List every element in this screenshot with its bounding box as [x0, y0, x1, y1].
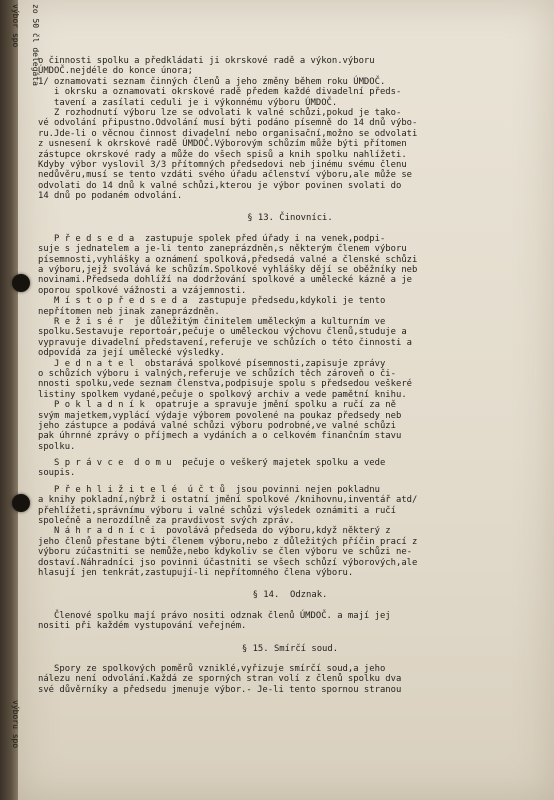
text-line: nedůvěru,musí se tento vzdáti svého úřadu ačlenství výboru,ale může se	[38, 170, 413, 181]
text-line: hlasují jen tenkrát,zastupují-li nepřítomného člena výboru.	[38, 567, 354, 578]
margin-note-outer: výbor spo	[11, 4, 20, 48]
margin-note-bottom: výboru spo	[11, 700, 20, 749]
text-line: tavení a zasílati ceduli je i výkonnému výboru ÚMDOČ.	[38, 97, 338, 108]
text-line: suje s jednatelem a je-li tento zaneprázdněn,s některým členem výboru	[38, 244, 407, 255]
text-line: nálezu není odvolání.Každá ze sporných stran volí z členů spolku dva	[38, 674, 402, 685]
text-line: R e ž i s é r je důležitým činitelem uměleckým a kulturním ve	[38, 316, 386, 327]
section-13-heading: § 13. Činovníci.	[247, 213, 333, 224]
text-line: Spory ze spolkových poměrů vzniklé,vyřizuje smírčí soud,a jeho	[38, 663, 386, 674]
text-line: novinami.Předseda dohlíží na dodržování spolkové a umělecké kázně a je	[38, 275, 413, 286]
text-line: i okrsku a oznamovati okrskové radě předem každé divadelní předs-	[38, 87, 402, 98]
text-line: Z rozhodnutí výboru lze se odvolati k valné schůzi,pokud je tako-	[38, 107, 402, 118]
text-line: a knihy pokladní,nýbrž i ostatní jmění spolkové /knihovnu,inventář atd/	[38, 495, 418, 506]
document-body	[38, 56, 534, 695]
text-line: oporou spolkové vážnosti a vzájemnosti.	[38, 285, 247, 296]
punch-hole-top	[12, 274, 30, 292]
text-line: 1/ oznamovati seznam činných členů a jeho změny během roku ÚMDOČ.	[38, 76, 386, 87]
text-line: nnosti spolku,vede seznam členstva,podpisuje spolu s předsedou veškeré	[38, 379, 413, 390]
section-14-heading: § 14. Odznak.	[252, 590, 328, 601]
text-line: výboru zúčastniti se nemůže,nebo kdykoliv se člen výboru ve schůzi ne-	[38, 547, 413, 558]
text-line: vé odvolání připustno.Odvolání musí býti podáno písemně do 14 dnů výbo-	[38, 118, 418, 129]
text-line: jeho členů přestane býti členem výboru,nebo z důležitých příčin prací z	[38, 536, 418, 547]
text-line: ru.Jde-li o věcnou činnost divadelní nebo organisační,možno se odvolati	[38, 128, 418, 139]
text-line: dostaví.Náhradníci jso povinni účastniti se všech schůzí výborových,ale	[38, 557, 418, 568]
section-15-body	[38, 664, 534, 695]
text-line: svým majetkem,vyplácí výdaje výborem povolené na poukaz předsedy neb	[38, 410, 402, 421]
margin-note-inner: zo 50 čl delegáta	[31, 4, 40, 86]
text-line: J e d n a t e l obstarává spolkové písemnosti,zapisuje zprávy	[38, 358, 386, 369]
text-line: P o k l a d n í k opatruje a spravuje jmění spolku a ručí za ně	[38, 400, 396, 411]
text-line: Kdyby výbor vyslovil 3/3 přítomných předsedovi neb jinému svému členu	[38, 159, 407, 170]
text-line: písemnosti,vyhlášky a oznámení spolková,předsedá valné a členské schůzi	[38, 254, 418, 265]
text-line: 14 dnů po podaném odvolání.	[38, 191, 183, 202]
text-line: S p r á v c e d o m u pečuje o veškerý majetek spolku a vede	[38, 458, 386, 469]
text-line: společně a nerozdílně za pravdivost svých zpráv.	[38, 516, 295, 527]
text-line: P ř e h l i ž i t e l é ú č t ů jsou povinni nejen pokladnu	[38, 484, 380, 495]
text-line: listiny spolkem vydané,pečuje o spolkový archiv a vede pamětní knihu.	[38, 389, 407, 400]
text-line: nepřítomen neb jinak zaneprázdněn.	[38, 306, 220, 317]
text-line: nositi při každém vystupování veřejném.	[38, 621, 247, 632]
text-line: své důvěrníky a předsedu jmenuje výbor.- Je-li tento spornou stranou	[38, 684, 402, 695]
text-line: Členové spolku mají právo nositi odznak členů ÚMDOČ. a mají jej	[38, 610, 391, 621]
text-line: a výboru,jejž svolává ke schůzím.Spolkové vyhlášky dějí se oběžníky neb	[38, 265, 418, 276]
text-line: odpovídá za její umělecké výsledky.	[38, 348, 226, 359]
text-line: ÚMDOČ.nejdéle do konce února;	[38, 66, 193, 77]
text-line: přehlížeti,správnímu výboru i valné schůzi výsledek oznámiti a ručí	[38, 505, 396, 516]
text-line: P ř e d s e d a zastupuje spolek před úřady i na venek,podpi-	[38, 233, 386, 244]
text-line: N á h r a d n í c i povolává předseda do výboru,když některý z	[38, 526, 391, 537]
intro-block	[38, 56, 534, 201]
text-line: odvolati do 14 dnů k valné schůzi,kterou je výbor povinen svolati do	[38, 180, 402, 191]
text-line: soupis.	[38, 468, 76, 479]
text-line: vypravuje divadelní představení,referuje ve schůzích o této činnosti a	[38, 337, 413, 348]
text-line: jeho zástupce a podává valné schůzi výboru podrobné,ve valné schůzi	[38, 420, 396, 431]
section-13-body	[38, 234, 534, 579]
text-line: spolku.Sestavuje reportoár,pečuje o uměleckou výchovu členů,studuje a	[38, 327, 407, 338]
section-14-body	[38, 611, 534, 632]
text-line: spolku.	[38, 441, 76, 452]
text-line: z usnesení k okrskové radě ÚMDOČ.Výborovým schůzím může býti přítomen	[38, 139, 407, 150]
text-line: pak úhrnné zprávy o příjmech a vydáních a o celkovém finančním stavu	[38, 431, 402, 442]
text-line: o schůzích výboru i valných,referuje ve schůzích těch zároveň o či-	[38, 368, 396, 379]
section-15-heading: § 15. Smírčí soud.	[241, 643, 339, 654]
punch-hole-bottom	[12, 494, 30, 512]
text-line: zástupce okrskové rady a může do všech spisů a knih spolku nahlížeti.	[38, 149, 407, 160]
text-line: M í s t o p ř e d s e d a zastupuje předsedu,kdykoli je tento	[38, 296, 386, 307]
text-line: o činnosti spolku a předkládati ji okrskové radě a výkon.výboru	[38, 56, 375, 66]
page-edge-shadow	[0, 0, 18, 800]
